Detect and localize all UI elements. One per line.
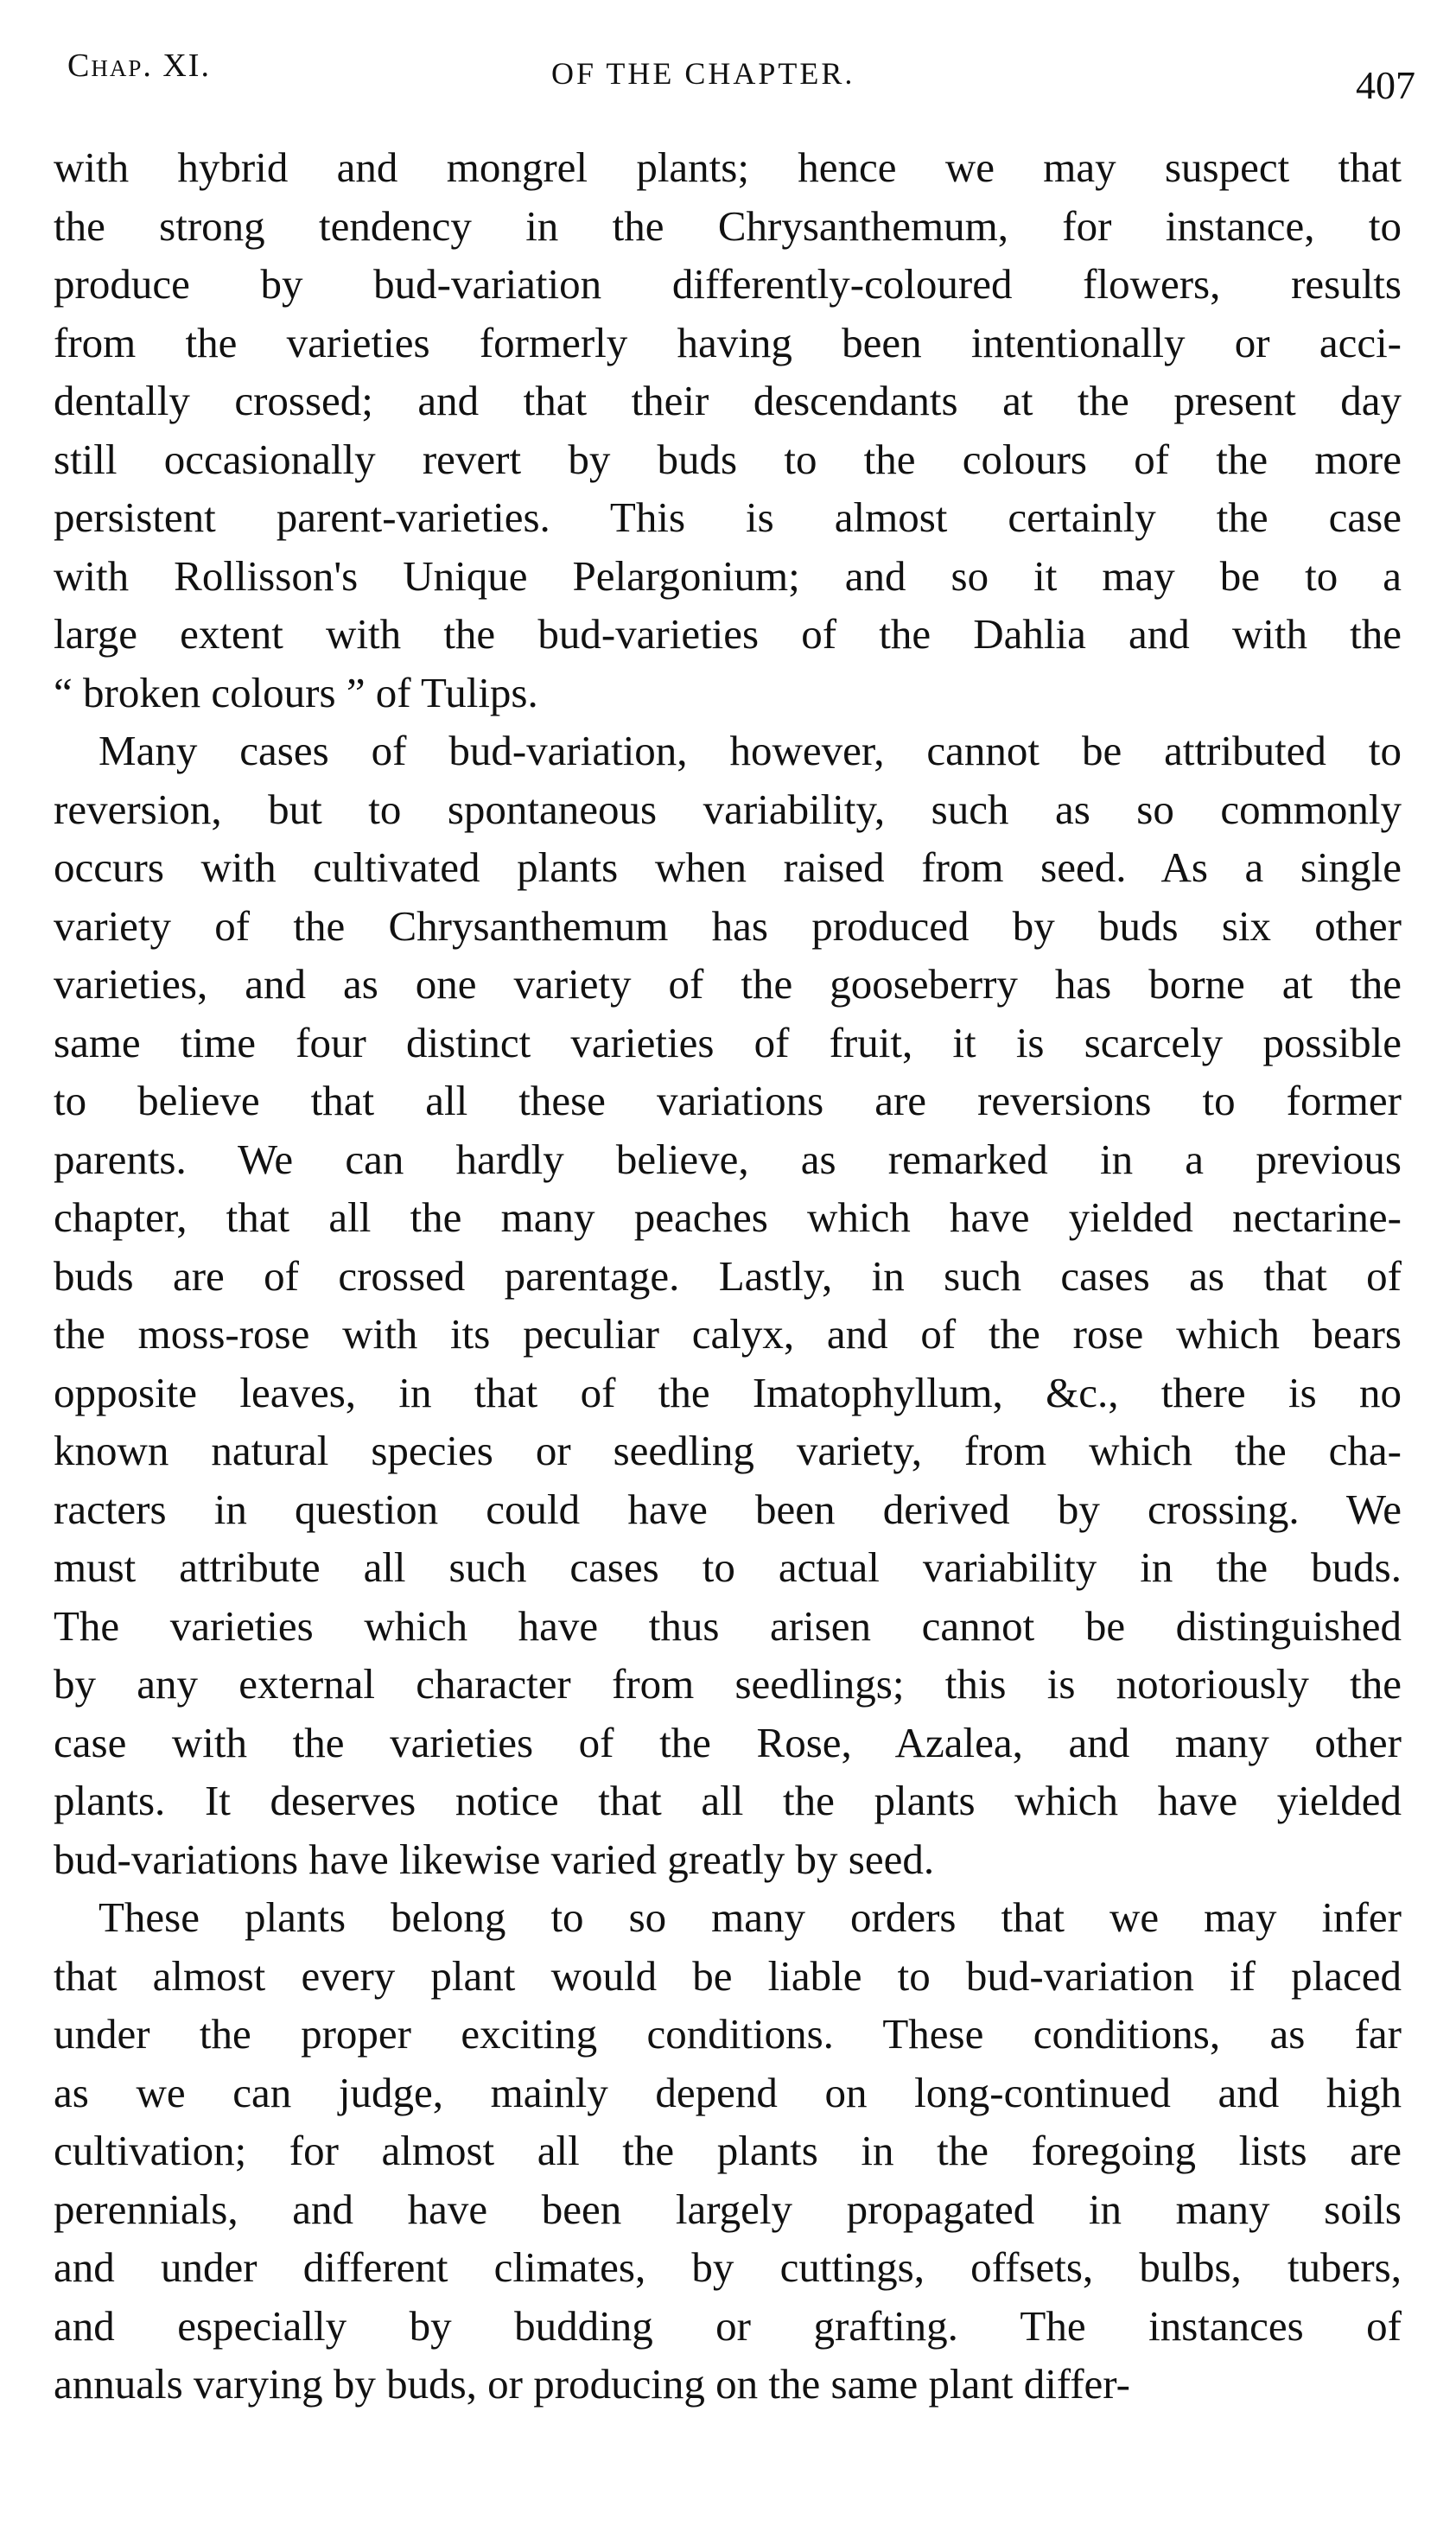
text-line: that almost every plant would be liable to bud-variation if placed (54, 1951, 1402, 2000)
paragraph (54, 138, 1402, 722)
page-number: 407 (1356, 63, 1415, 107)
text-line: bud-variations have likewise varied greatly by seed. (54, 1835, 935, 1883)
text-line: chapter, that all the many peaches which have yielded nectarine- (54, 1193, 1402, 1241)
text-line: with Rollisson's Unique Pelargonium; and so it may be to a (54, 551, 1402, 600)
text-line: to believe that all these variations are reversions to former (54, 1077, 1402, 1124)
text-line: parents. We can hardly believe, as remarked in a previous (54, 1135, 1402, 1183)
text-line: produce by bud-variation differently-coloured flowers, results (54, 260, 1402, 308)
paragraph (54, 1888, 1402, 2414)
text-line: The varieties which have thus arisen cannot be distinguished (54, 1601, 1402, 1650)
text-line: buds are of crossed parentage. Lastly, in such cases as that of (54, 1251, 1402, 1300)
text-line: and especially by budding or grafting. The instances of (54, 2301, 1402, 2350)
text-line: large extent with the bud-varieties of the Dahlia and with the (54, 610, 1402, 658)
text-line: and under different climates, by cuttings, offsets, bulbs, tubers, (54, 2243, 1402, 2291)
chapter-label: Chap. XI. (67, 48, 211, 84)
paragraph (54, 722, 1402, 1888)
text-line: annuals varying by buds, or producing on the same plant differ- (54, 2360, 1130, 2408)
text-line: plants. It deserves notice that all the plants which have yielded (54, 1777, 1402, 1824)
text-line: opposite leaves, in that of the Imatophyllum, &c., there is no (54, 1368, 1402, 1416)
text-line: case with the varieties of the Rose, Azalea, and many other (54, 1718, 1402, 1766)
text-line: variety of the Chrysanthemum has produced by buds six other (54, 901, 1402, 950)
text-line: occurs with cultivated plants when raised from seed. As a single (54, 843, 1402, 891)
text-line: racters in question could have been derived by crossing. We (54, 1485, 1402, 1533)
text-line: as we can judge, mainly depend on long-continued and high (54, 2068, 1402, 2116)
text-line: Many cases of bud-variation, however, cannot be attributed to (99, 727, 1402, 774)
text-line: the moss-rose with its peculiar calyx, and of the rose which bears (54, 1310, 1402, 1358)
text-line: cultivation; for almost all the plants in the foregoing lists are (54, 2127, 1402, 2174)
text-line: reversion, but to spontaneous variability, such as so commonly (54, 785, 1402, 833)
text-line: still occasionally revert by buds to the colours of the more (54, 435, 1402, 483)
running-title: OF THE CHAPTER. (551, 56, 855, 91)
body-text (54, 138, 1402, 2414)
text-line: from the varieties formerly having been intentionally or acci- (54, 318, 1402, 366)
text-line: with hybrid and mongrel plants; hence we may suspect that (54, 143, 1402, 191)
text-line: persistent parent-varieties. This is almost certainly the case (54, 493, 1402, 541)
text-line: varieties, and as one variety of the gooseberry has borne at the (54, 960, 1402, 1008)
text-line: known natural species or seedling variety, from which the cha- (54, 1427, 1402, 1474)
text-line: perennials, and have been largely propagated in many soils (54, 2185, 1402, 2233)
text-line: must attribute all such cases to actual variability in the buds. (54, 1543, 1402, 1591)
text-line: same time four distinct varieties of fruit, it is scarcely possible (54, 1018, 1402, 1066)
text-line: the strong tendency in the Chrysanthemum, for instance, to (54, 201, 1402, 250)
text-line: under the proper exciting conditions. These conditions, as far (54, 2010, 1402, 2058)
text-line: by any external character from seedlings; this is notoriously the (54, 1660, 1402, 1708)
text-line: These plants belong to so many orders that we may infer (99, 1893, 1402, 1941)
text-line: dentally crossed; and that their descendants at the present day (54, 377, 1402, 424)
running-header (67, 36, 1415, 114)
text-line: “ broken colours ” of Tulips. (54, 668, 538, 716)
